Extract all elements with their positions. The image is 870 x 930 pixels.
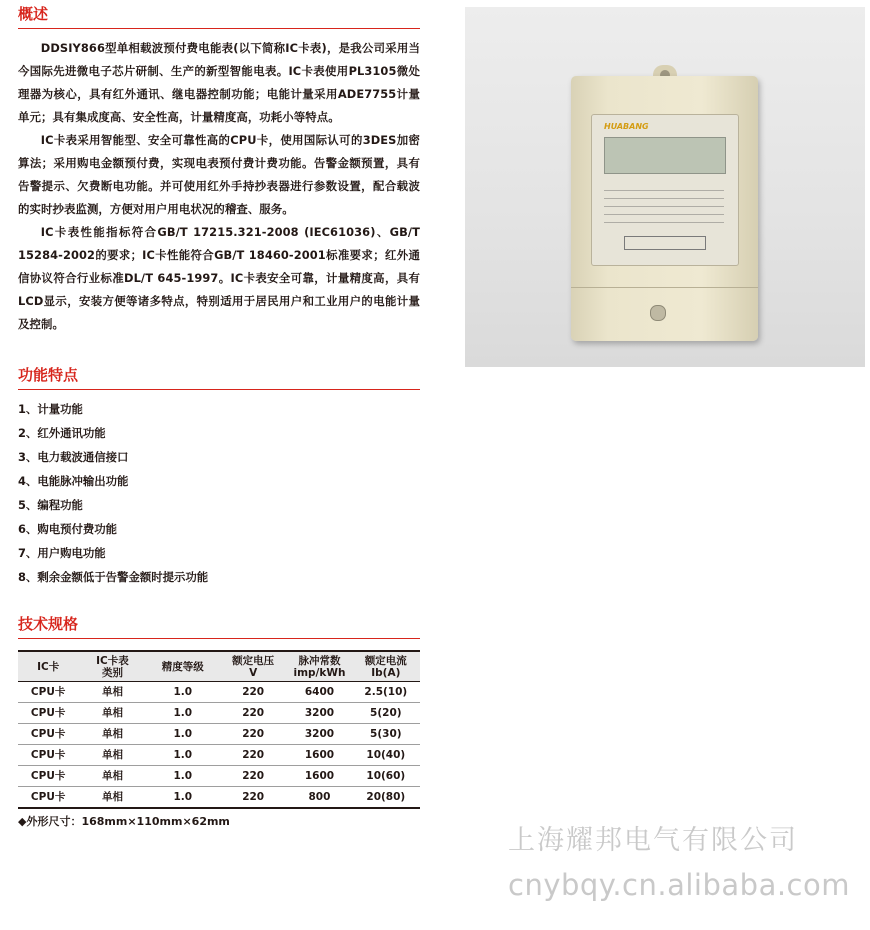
table-cell: 1600: [287, 745, 351, 766]
table-cell: 单相: [78, 682, 146, 703]
table-row: [18, 682, 420, 703]
specs-header-row: [18, 651, 420, 682]
table-cell: 220: [219, 787, 287, 809]
specs-section: [18, 614, 420, 829]
specs-title: 技术规格: [18, 615, 79, 633]
table-cell: CPU卡: [18, 703, 78, 724]
table-cell: 220: [219, 724, 287, 745]
header-rated-voltage: 额定电压 V: [219, 651, 287, 682]
electric-meter-image: [571, 76, 758, 341]
table-cell: CPU卡: [18, 766, 78, 787]
left-column: [18, 0, 420, 829]
feature-item: 5、编程功能: [18, 498, 83, 512]
meter-serial-box: [624, 236, 706, 250]
table-row: [18, 703, 420, 724]
table-row: [18, 724, 420, 745]
table-cell: 1.0: [147, 703, 219, 724]
header-rated-current: 额定电流 Ib(A): [352, 651, 420, 682]
header-accuracy: 精度等级: [147, 651, 219, 682]
header-ic-card: IC卡: [18, 651, 78, 682]
feature-item: 8、剩余金额低于告警金额时提示功能: [18, 570, 209, 584]
table-cell: 3200: [287, 724, 351, 745]
meter-terminal-cover-seam: [571, 287, 758, 288]
specs-table: [18, 650, 420, 809]
header-meter-type: IC卡表 类别: [78, 651, 146, 682]
specs-divider: [18, 638, 420, 639]
feature-item: 7、用户购电功能: [18, 546, 106, 560]
features-section: [18, 365, 420, 589]
overview-paragraph-1: DDSIY866型单相载波预付费电能表(以下简称IC卡表)，是我公司采用当今国际先进微电子芯片研制、生产的新型智能电表。IC卡表使用PL3105微处理器为核心，具有红外通讯、继电器控制功能；电能计量采用ADE7755计量单元；具有集成度高、安全性高，计量精度高，功耗小等特点。: [18, 41, 420, 124]
meter-faceplate: [591, 114, 739, 266]
feature-item: 6、购电预付费功能: [18, 522, 118, 536]
meter-lcd-display: [604, 137, 726, 174]
table-cell: 3200: [287, 703, 351, 724]
table-cell: 6400: [287, 682, 351, 703]
table-cell: 220: [219, 766, 287, 787]
table-cell: 1.0: [147, 724, 219, 745]
header-pulse-constant: 脉冲常数 imp/kWh: [287, 651, 351, 682]
table-cell: 2.5(10): [352, 682, 420, 703]
table-cell: 单相: [78, 745, 146, 766]
table-cell: 1.0: [147, 682, 219, 703]
table-cell: 单相: [78, 787, 146, 809]
table-cell: 800: [287, 787, 351, 809]
table-cell: CPU卡: [18, 787, 78, 809]
watermark-site: cnybqy.cn.alibaba.com: [508, 868, 850, 902]
feature-item: 2、红外通讯功能: [18, 426, 106, 440]
feature-item: 1、计量功能: [18, 402, 83, 416]
feature-item: 4、电能脉冲输出功能: [18, 474, 129, 488]
table-row: [18, 787, 420, 809]
meter-brand-logo: HUABANG: [604, 122, 649, 131]
overview-paragraph-3: IC卡表性能指标符合GB/T 17215.321-2008 (IEC61036)、GB/T 15284-2002的要求；IC卡性能符合GB/T 18460-2001标准要求；红外通信协议符合行业标准DL/T 645-1997。IC卡表安全可靠，计量精度高，具有LCD显示，安装方便等诸多特点，特别适用于居民用户和工业用户的电能计量及控制。: [18, 225, 420, 331]
table-cell: 单相: [78, 724, 146, 745]
dimensions-note: ◆外形尺寸：168mm×110mm×62mm: [18, 815, 230, 828]
table-cell: 5(20): [352, 703, 420, 724]
overview-paragraph-2: IC卡表采用智能型、安全可靠性高的CPU卡，使用国际认可的3DES加密算法；采用购电金额预付费，实现电表预付费计费功能。告警金额预置，具有告警提示、欠费断电功能。并可使用红外手持抄表器进行参数设置，配合载波的实时抄表监测，方便对用户用电状况的稽查、服务。: [18, 133, 420, 216]
meter-nameplate-text: [604, 190, 724, 228]
table-cell: 1600: [287, 766, 351, 787]
table-cell: 单相: [78, 766, 146, 787]
product-photo: [465, 7, 865, 367]
table-cell: 220: [219, 682, 287, 703]
table-cell: 5(30): [352, 724, 420, 745]
table-cell: 1.0: [147, 745, 219, 766]
table-cell: 单相: [78, 703, 146, 724]
table-cell: CPU卡: [18, 745, 78, 766]
meter-seal-screw: [650, 305, 666, 321]
table-cell: 10(60): [352, 766, 420, 787]
table-row: [18, 766, 420, 787]
table-cell: 220: [219, 703, 287, 724]
table-cell: 10(40): [352, 745, 420, 766]
overview-title: 概述: [18, 5, 49, 23]
table-row: [18, 745, 420, 766]
table-cell: CPU卡: [18, 724, 78, 745]
overview-section: [18, 0, 420, 336]
table-cell: 1.0: [147, 787, 219, 809]
features-title: 功能特点: [18, 366, 79, 384]
table-cell: CPU卡: [18, 682, 78, 703]
table-cell: 1.0: [147, 766, 219, 787]
table-cell: 220: [219, 745, 287, 766]
table-cell: 20(80): [352, 787, 420, 809]
watermark-company: 上海耀邦电气有限公司: [508, 825, 798, 856]
feature-item: 3、电力载波通信接口: [18, 450, 129, 464]
